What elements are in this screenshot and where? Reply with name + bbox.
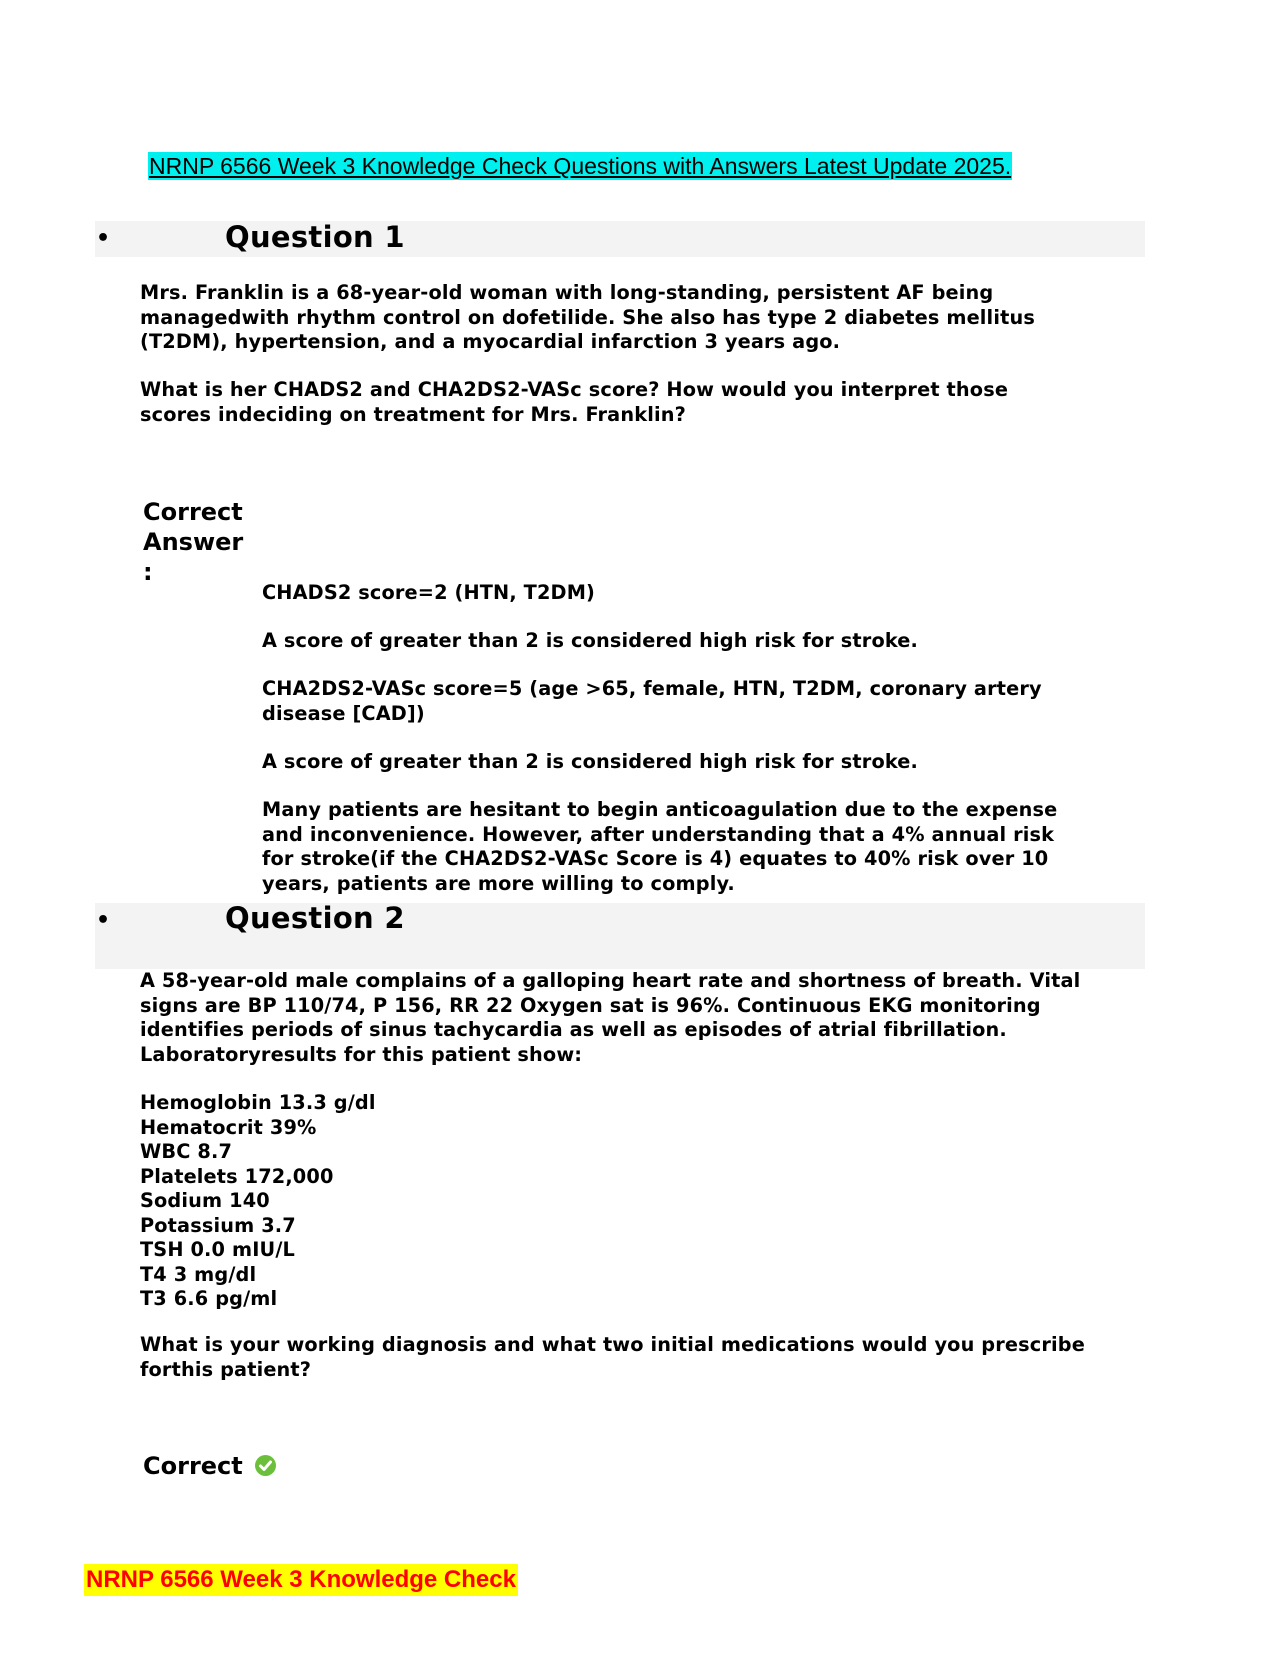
- check-circle-icon: [255, 1455, 276, 1476]
- lab-result: WBC 8.7: [140, 1140, 233, 1163]
- correct-status-label: Correct: [143, 1452, 243, 1480]
- lab-result: TSH 0.0 mIU/L: [140, 1238, 295, 1261]
- lab-result: Platelets 172,000: [140, 1164, 334, 1188]
- question-2-title: Question 2: [225, 901, 405, 935]
- question-2-bullet: •: [96, 908, 111, 933]
- lab-result: Potassium 3.7: [140, 1213, 296, 1237]
- question-2-prompt: What is your working diagnosis and what two initial medications would you prescribe forthis patient?: [140, 1333, 1085, 1381]
- correct-status: [143, 1451, 276, 1481]
- lab-results-list: [140, 1091, 540, 1312]
- question-1-title: Question 1: [225, 220, 405, 254]
- answer-paragraph: A score of greater than 2 is considered high risk for stroke.: [262, 750, 919, 773]
- question-1-bullet: •: [96, 226, 111, 251]
- lab-result: T3 6.6 pg/ml: [140, 1287, 278, 1310]
- question-1-stem: Mrs. Franklin is a 68-year-old woman with long-standing, persistent AF being managedwith rhythm control on dofetilide. She also has type 2 diabetes mellitus (T2DM), hypertension, and a myocardial infarction 3 years ago.: [140, 281, 1035, 353]
- answer-paragraph: CHADS2 score=2 (HTN, T2DM): [262, 581, 595, 604]
- footer-title[interactable]: NRNP 6566 Week 3 Knowledge Check: [84, 1564, 518, 1596]
- lab-result: Sodium 140: [140, 1189, 270, 1212]
- answer-paragraph: A score of greater than 2 is considered high risk for stroke.: [262, 629, 919, 652]
- answer-paragraph: Many patients are hesitant to begin anticoagulation due to the expense and inconvenience. However, after understanding that a 4% annual risk for stroke(if the CHA2DS2-VASc Score is 4) equates to 40% risk over 10 years, patients are more willing to comply.: [262, 798, 1058, 895]
- lab-result: Hemoglobin 13.3 g/dl: [140, 1091, 376, 1114]
- document-title[interactable]: NRNP 6566 Week 3 Knowledge Check Questions with Answers Latest Update 2025.: [149, 153, 1012, 179]
- answer-paragraph: CHA2DS2-VASc score=5 (age >65, female, HTN, T2DM, coronary artery disease [CAD]): [262, 677, 1042, 725]
- lab-result: T4 3 mg/dl: [140, 1262, 257, 1286]
- correct-answer-label: Correct Answer :: [143, 498, 244, 586]
- question-1-prompt: What is her CHADS2 and CHA2DS2-VASc score? How would you interpret those scores indeciding on treatment for Mrs. Franklin?: [140, 378, 1009, 426]
- question-2-stem: A 58-year-old male complains of a galloping heart rate and shortness of breath. Vital signs are BP 110/74, P 156, RR 22 Oxygen sat is 96%. Continuous EKG monitoring identifies periods of sinus tachycardia as well as episodes of atrial fibrillation. Laboratoryresults for this patient show:: [140, 969, 1081, 1066]
- lab-result: Hematocrit 39%: [140, 1115, 317, 1139]
